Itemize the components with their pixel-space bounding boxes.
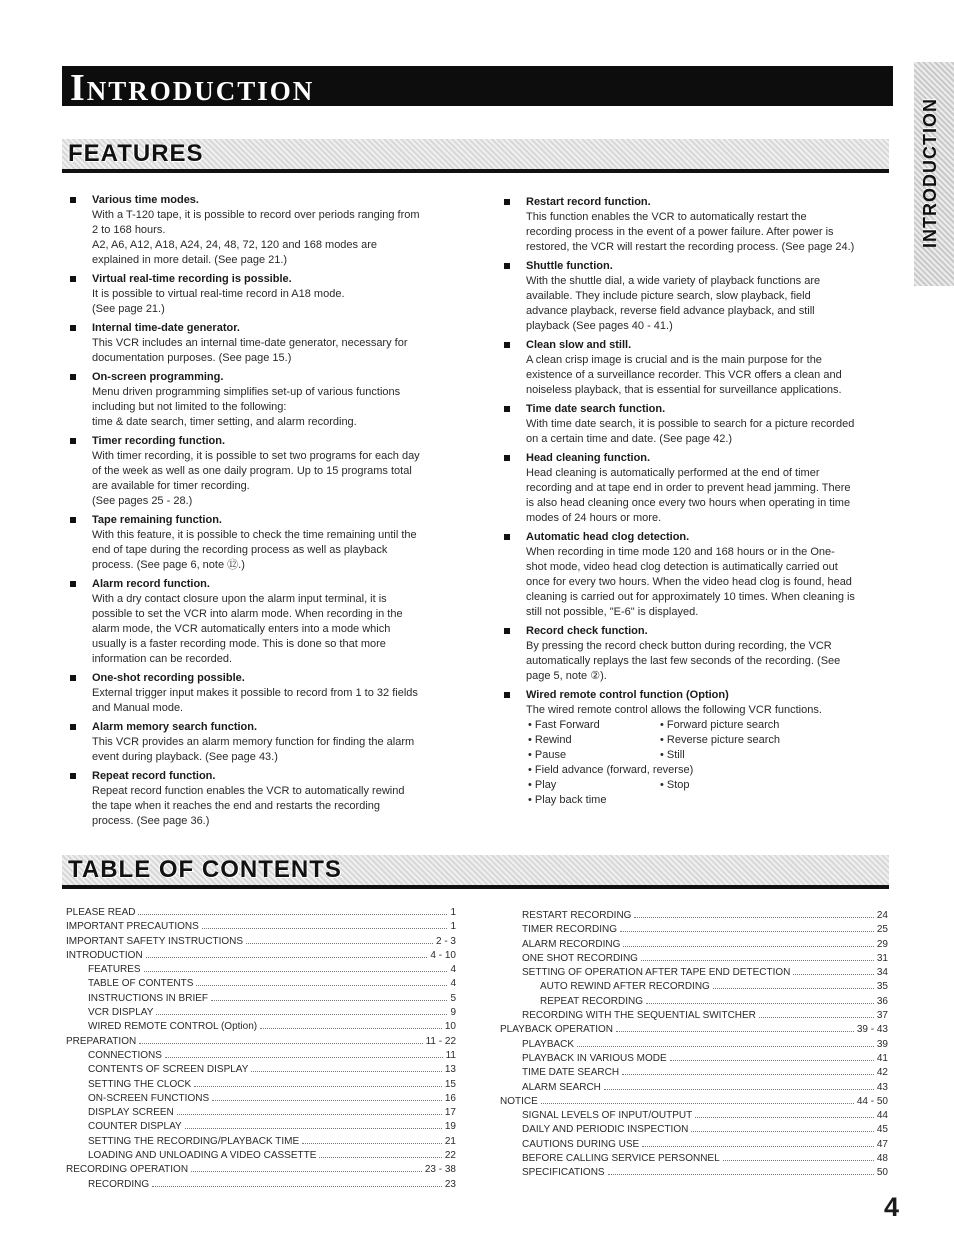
toc-entry-title: PREPARATION xyxy=(66,1035,137,1047)
toc-entry-page: 9 xyxy=(450,1007,456,1019)
toc-entry xyxy=(500,1038,888,1052)
feature-title: Tape remaining function. xyxy=(92,514,222,526)
square-bullet-icon xyxy=(70,325,76,331)
toc-entry-page: 2 - 3 xyxy=(435,935,456,947)
toc-entry-title: SIGNAL LEVELS OF INPUT/OUTPUT xyxy=(522,1110,693,1122)
toc-entry xyxy=(500,1023,888,1037)
toc-leader-dots xyxy=(608,1174,874,1175)
toc-leader-dots xyxy=(191,1171,422,1172)
remote-function-row xyxy=(528,718,896,733)
toc-entry xyxy=(500,1138,888,1152)
feature-title: Repeat record function. xyxy=(92,770,216,782)
feature-item xyxy=(504,451,896,526)
toc-leader-dots xyxy=(211,1000,447,1001)
toc-entry xyxy=(500,1152,888,1166)
toc-entry-title: FEATURES xyxy=(88,964,141,976)
feature-item xyxy=(504,195,896,255)
toc-entry xyxy=(66,1078,456,1092)
toc-entry-page: 36 xyxy=(876,995,888,1007)
remote-function: • Stop xyxy=(660,779,690,791)
feature-title: Timer recording function. xyxy=(92,435,226,447)
toc-entry-title: RESTART RECORDING xyxy=(522,910,632,921)
toc-entry-title: CAUTIONS DURING USE xyxy=(522,1138,640,1150)
toc-leader-dots xyxy=(251,1071,441,1072)
toc-entry-page: 31 xyxy=(876,952,888,964)
feature-description: Menu driven programming simplifies set-up of various functions including but not limited to the following: time & date search, timer setting, and alarm recording. xyxy=(92,386,401,428)
feature-description: This VCR includes an internal time-date generator, necessary for documentation purposes. (See page 15.) xyxy=(92,337,408,364)
toc-entry-page: 1 xyxy=(450,907,456,918)
remote-function xyxy=(660,763,792,778)
toc-entry-page: 5 xyxy=(450,992,456,1004)
toc-leader-dots xyxy=(623,946,874,947)
toc-entry-title: SPECIFICATIONS xyxy=(522,1167,605,1179)
feature-item xyxy=(70,769,465,829)
toc-entry-page: 16 xyxy=(444,1092,456,1104)
toc-entry-page: 4 - 10 xyxy=(430,949,456,961)
feature-title: Shuttle function. xyxy=(526,260,613,272)
toc-entry xyxy=(500,1166,888,1180)
toc-entry-title: DISPLAY SCREEN xyxy=(88,1107,174,1119)
square-bullet-icon xyxy=(70,517,76,523)
toc-heading-bar xyxy=(62,855,889,889)
toc-entry-page: 34 xyxy=(876,967,888,979)
toc-leader-dots xyxy=(541,1103,854,1104)
feature-description: A clean crisp image is crucial and is the main purpose for the existence of a surveillance recorder. This VCR offers a clean and noiseless playback, that is essential for surveillance applications. xyxy=(526,354,842,396)
toc-entry xyxy=(500,1052,888,1066)
toc-entry xyxy=(500,995,888,1009)
toc-entry xyxy=(500,1081,888,1095)
toc-entry-page: 48 xyxy=(876,1153,888,1165)
toc-entry xyxy=(66,1006,456,1020)
toc-leader-dots xyxy=(642,1146,874,1147)
feature-description: By pressing the record check button during recording, the VCR automatically replays the last few seconds of the recording. (See page 5, note ②). xyxy=(526,640,841,682)
toc-entry xyxy=(66,906,456,920)
feature-item xyxy=(70,513,465,573)
remote-function-row xyxy=(528,793,896,808)
side-tab xyxy=(914,62,954,286)
toc-entry-page: 11 xyxy=(445,1049,456,1061)
toc-entry xyxy=(500,1123,888,1137)
toc-entry xyxy=(66,963,456,977)
toc-leader-dots xyxy=(670,1060,874,1061)
feature-item xyxy=(70,321,465,366)
feature-description: When recording in time mode 120 and 168 hours or in the One- shot mode, video head clog detection is autimatically carried out once for every two hours. When the video head clog is found, head cleaning is carried out for approximately 10 times. When cleaning is still not possible, "E-6" is displayed. xyxy=(526,546,855,618)
feature-description: With a T-120 tape, it is possible to record over periods ranging from 2 to 168 hours. A2, A6, A12, A18, A24, 24, 48, 72, 120 and 168 modes are explained in more detail. (See page 21.) xyxy=(92,209,420,266)
toc-entry-page: 19 xyxy=(444,1121,456,1133)
feature-title: One-shot recording possible. xyxy=(92,672,245,684)
toc-entry xyxy=(66,992,456,1006)
toc-entry-title: TIMER RECORDING xyxy=(522,924,617,936)
toc-entry-page: 45 xyxy=(876,1124,888,1136)
feature-title: Record check function. xyxy=(526,625,648,637)
toc-entry-title: IMPORTANT PRECAUTIONS xyxy=(66,921,199,933)
toc-entry xyxy=(66,1092,456,1106)
toc-leader-dots xyxy=(319,1157,441,1158)
features-left-column xyxy=(70,193,465,833)
toc-leader-dots xyxy=(212,1100,442,1101)
feature-title: Alarm record function. xyxy=(92,578,210,590)
toc-entry xyxy=(500,952,888,966)
features-heading: FEATURES xyxy=(68,140,204,167)
toc-entry xyxy=(66,1063,456,1077)
toc-entry xyxy=(66,1149,456,1163)
toc-leader-dots xyxy=(695,1117,874,1118)
feature-title: Internal time-date generator. xyxy=(92,322,240,334)
toc-leader-dots xyxy=(641,960,874,961)
toc-entry xyxy=(66,1120,456,1134)
feature-description: With time date search, it is possible to search for a picture recorded on a certain time and date. (See page 42.) xyxy=(526,418,855,445)
feature-item xyxy=(504,402,896,447)
side-tab-label: INTRODUCTION xyxy=(920,98,940,248)
toc-entry-title: ALARM RECORDING xyxy=(522,938,621,950)
square-bullet-icon xyxy=(504,263,510,269)
toc-entry-page: 4 xyxy=(450,964,456,976)
toc-entry xyxy=(66,1035,456,1049)
toc-entry-title: PLAYBACK xyxy=(522,1038,575,1050)
feature-item xyxy=(70,577,465,667)
page-number: 4 xyxy=(884,1192,900,1222)
feature-item xyxy=(504,530,896,620)
toc-entry xyxy=(500,980,888,994)
toc-leader-dots xyxy=(723,1160,874,1161)
toc-entry xyxy=(500,1109,888,1123)
toc-right-column xyxy=(500,909,888,1181)
toc-entry-page: 1 xyxy=(450,921,456,933)
remote-function: • Still xyxy=(660,749,685,761)
toc-leader-dots xyxy=(793,974,874,975)
toc-leader-dots xyxy=(196,985,447,986)
toc-entry xyxy=(66,1049,456,1063)
toc-entry-title: RECORDING OPERATION xyxy=(66,1164,189,1176)
toc-leader-dots xyxy=(177,1114,442,1115)
feature-description: It is possible to virtual real-time record in A18 mode. (See page 21.) xyxy=(92,288,345,315)
toc-entry-title: VCR DISPLAY xyxy=(88,1007,154,1019)
toc-entry-title: RECORDING xyxy=(88,1178,150,1190)
feature-item xyxy=(70,272,465,317)
remote-function: • Fast Forward xyxy=(528,719,600,731)
remote-function-row xyxy=(528,733,896,748)
feature-item xyxy=(70,193,465,268)
toc-entry-title: NOTICE xyxy=(500,1095,538,1107)
toc-entry-page: 47 xyxy=(876,1138,888,1150)
toc-entry-page: 21 xyxy=(444,1135,456,1147)
toc-entry-page: 25 xyxy=(876,924,888,936)
toc-leader-dots xyxy=(146,957,428,958)
square-bullet-icon xyxy=(70,773,76,779)
feature-description: With this feature, it is possible to check the time remaining until the end of tape during the recording process as well as playback process. (See page 6, note ⑫.) xyxy=(92,529,417,571)
toc-leader-dots xyxy=(139,1043,422,1044)
toc-entry-title: INTRODUCTION xyxy=(66,949,143,961)
remote-function: • Play back time xyxy=(528,794,607,806)
toc-entry-title: CONTENTS OF SCREEN DISPLAY xyxy=(88,1064,249,1076)
toc-entry-page: 15 xyxy=(444,1078,456,1090)
toc-entry xyxy=(66,1106,456,1120)
remote-function: • Forward picture search xyxy=(660,719,780,731)
toc-leader-dots xyxy=(246,943,433,944)
square-bullet-icon xyxy=(70,675,76,681)
toc-entry xyxy=(500,1009,888,1023)
toc-entry xyxy=(500,909,888,923)
feature-title: Clean slow and still. xyxy=(526,339,632,351)
remote-function-row xyxy=(528,763,896,778)
toc-entry xyxy=(66,920,456,934)
feature-description: Head cleaning is automatically performed at the end of timer recording and at tape end in order to prevent head jamming. There is also head cleaning once every two hours when operating in time modes of 24 hours or more. xyxy=(526,467,851,524)
remote-function: • Pause xyxy=(528,749,567,761)
toc-entry-title: SETTING OF OPERATION AFTER TAPE END DETECTION xyxy=(522,967,791,979)
feature-title: Virtual real-time recording is possible. xyxy=(92,273,292,285)
square-bullet-icon xyxy=(70,374,76,380)
toc-entry-title: IMPORTANT SAFETY INSTRUCTIONS xyxy=(66,935,244,947)
feature-item xyxy=(70,370,465,430)
feature-description: With a dry contact closure upon the alarm input terminal, it is possible to set the VCR into alarm mode. When recording in the alarm mode, the VCR automatically enters into a mode which usually is a faster recording mode. This is done so that more information can be recorded. xyxy=(92,593,403,665)
toc-entry-title: SETTING THE CLOCK xyxy=(88,1078,192,1090)
toc-entry-page: 4 xyxy=(450,978,456,990)
toc-leader-dots xyxy=(202,928,448,929)
toc-entry xyxy=(500,966,888,980)
toc-entry-title: PLAYBACK IN VARIOUS MODE xyxy=(522,1052,667,1064)
square-bullet-icon xyxy=(504,692,510,698)
toc-entry-page: 24 xyxy=(876,910,888,921)
feature-title: Automatic head clog detection. xyxy=(526,531,690,543)
toc-entry-page: 23 - 38 xyxy=(424,1164,456,1176)
toc-leader-dots xyxy=(194,1086,442,1087)
feature-item xyxy=(504,688,896,718)
feature-title: Alarm memory search function. xyxy=(92,721,258,733)
toc-entry-title: AUTO REWIND AFTER RECORDING xyxy=(540,981,710,993)
feature-description: This function enables the VCR to automatically restart the recording process in the event of a power failure. After power is restored, the VCR will restart the recording process. (See page 24.) xyxy=(526,211,855,253)
remote-function: • Rewind xyxy=(528,734,572,746)
toc-leader-dots xyxy=(759,1017,874,1018)
toc-entry xyxy=(500,923,888,937)
toc-entry-page: 17 xyxy=(444,1107,456,1119)
feature-item xyxy=(70,671,465,716)
toc-entry-page: 13 xyxy=(444,1064,456,1076)
feature-title: Head cleaning function. xyxy=(526,452,651,464)
toc-entry-title: DAILY AND PERIODIC INSPECTION xyxy=(522,1124,689,1136)
toc-entry-page: 23 xyxy=(444,1178,456,1190)
toc-entry-page: 35 xyxy=(876,981,888,993)
remote-function: • Play xyxy=(528,779,557,791)
square-bullet-icon xyxy=(70,581,76,587)
toc-leader-dots xyxy=(634,917,873,918)
feature-item xyxy=(504,624,896,684)
remote-function xyxy=(660,793,792,808)
toc-leader-dots xyxy=(604,1089,874,1090)
feature-item xyxy=(70,720,465,765)
toc-heading: TABLE OF CONTENTS xyxy=(68,856,342,883)
toc-entry xyxy=(66,1178,456,1192)
toc-leader-dots xyxy=(691,1131,874,1132)
feature-item xyxy=(504,259,896,334)
features-right-column xyxy=(504,195,896,808)
feature-description: With timer recording, it is possible to set two programs for each day of the week as well as one daily program. Up to 15 programs total are available for timer recording. (See pages 25 - 28.) xyxy=(92,450,420,507)
toc-leader-dots xyxy=(646,1003,874,1004)
remote-function-row xyxy=(528,778,896,793)
toc-entry-title: CONNECTIONS xyxy=(88,1049,162,1061)
toc-entry xyxy=(66,949,456,963)
toc-entry xyxy=(66,1135,456,1149)
remote-function: • Reverse picture search xyxy=(660,734,781,746)
toc-leader-dots xyxy=(616,1031,854,1032)
toc-entry xyxy=(66,1163,456,1177)
toc-leader-dots xyxy=(152,1186,442,1187)
toc-entry-title: TIME DATE SEARCH xyxy=(522,1067,620,1079)
square-bullet-icon xyxy=(70,197,76,203)
toc-leader-dots xyxy=(622,1074,874,1075)
feature-title: On-screen programming. xyxy=(92,371,224,383)
toc-leader-dots xyxy=(165,1057,443,1058)
feature-description: Repeat record function enables the VCR to automatically rewind the tape when it reaches the end and restarts the recording process. (See page 36.) xyxy=(92,785,405,827)
toc-entry-page: 11 - 22 xyxy=(425,1035,456,1047)
square-bullet-icon xyxy=(504,628,510,634)
feature-title: Various time modes. xyxy=(92,194,199,206)
feature-item xyxy=(504,338,896,398)
toc-entry-title: BEFORE CALLING SERVICE PERSONNEL xyxy=(522,1153,720,1165)
toc-leader-dots xyxy=(138,914,447,915)
toc-leader-dots xyxy=(185,1128,442,1129)
feature-description: External trigger input makes it possible to record from 1 to 32 fields and Manual mode. xyxy=(92,687,418,714)
toc-entry-title: ON-SCREEN FUNCTIONS xyxy=(88,1092,210,1104)
toc-entry-title: INSTRUCTIONS IN BRIEF xyxy=(88,992,209,1004)
toc-left-column xyxy=(66,906,456,1192)
toc-entry-page: 29 xyxy=(876,938,888,950)
chapter-banner xyxy=(62,66,893,109)
toc-entry-title: ONE SHOT RECORDING xyxy=(522,952,638,964)
square-bullet-icon xyxy=(70,438,76,444)
toc-leader-dots xyxy=(144,971,448,972)
toc-entry xyxy=(500,1066,888,1080)
toc-entry-page: 41 xyxy=(876,1052,888,1064)
toc-entry-page: 22 xyxy=(444,1150,456,1162)
square-bullet-icon xyxy=(504,534,510,540)
toc-entry xyxy=(66,977,456,991)
toc-leader-dots xyxy=(577,1046,874,1047)
toc-entry-title: RECORDING WITH THE SEQUENTIAL SWITCHER xyxy=(522,1010,756,1022)
toc-entry-title: PLEASE READ xyxy=(66,907,136,918)
toc-entry-title: COUNTER DISPLAY xyxy=(88,1121,182,1133)
toc-entry-page: 44 - 50 xyxy=(856,1095,888,1107)
feature-title: Time date search function. xyxy=(526,403,666,415)
toc-entry xyxy=(500,1095,888,1109)
toc-entry-title: PLAYBACK OPERATION xyxy=(500,1024,613,1036)
toc-entry-page: 10 xyxy=(444,1021,456,1033)
remote-function: • Field advance (forward, reverse) xyxy=(528,764,694,776)
toc-leader-dots xyxy=(620,931,874,932)
chapter-title: Introduction xyxy=(70,67,315,109)
feature-description: With the shuttle dial, a wide variety of playback functions are available. They include picture search, slow playback, field advance playback, reverse field advance playback, and still playback (See pages 40 - 41.) xyxy=(526,275,821,332)
toc-entry-title: WIRED REMOTE CONTROL (Option) xyxy=(88,1021,258,1033)
square-bullet-icon xyxy=(504,406,510,412)
toc-entry xyxy=(500,938,888,952)
feature-title: Restart record function. xyxy=(526,196,651,208)
toc-entry-title: LOADING AND UNLOADING A VIDEO CASSETTE xyxy=(88,1150,317,1162)
feature-description: The wired remote control allows the following VCR functions. xyxy=(526,704,822,716)
feature-item xyxy=(70,434,465,509)
remote-function-list xyxy=(504,718,896,808)
toc-entry-title: ALARM SEARCH xyxy=(522,1081,601,1093)
toc-entry-page: 39 - 43 xyxy=(856,1024,888,1036)
toc-entry-page: 43 xyxy=(876,1081,888,1093)
toc-entry-page: 44 xyxy=(876,1110,888,1122)
toc-leader-dots xyxy=(713,988,874,989)
toc-entry-page: 39 xyxy=(876,1038,888,1050)
toc-entry xyxy=(66,935,456,949)
square-bullet-icon xyxy=(70,276,76,282)
feature-title: Wired remote control function (Option) xyxy=(526,689,729,701)
toc-leader-dots xyxy=(260,1028,442,1029)
toc-entry-title: TABLE OF CONTENTS xyxy=(88,978,194,990)
toc-entry-page: 42 xyxy=(876,1067,888,1079)
toc-entry-page: 37 xyxy=(876,1010,888,1022)
toc-leader-dots xyxy=(156,1014,447,1015)
square-bullet-icon xyxy=(504,455,510,461)
features-heading-bar xyxy=(62,139,889,173)
toc-entry-title: REPEAT RECORDING xyxy=(540,995,643,1007)
toc-entry-title: SETTING THE RECORDING/PLAYBACK TIME xyxy=(88,1135,300,1147)
square-bullet-icon xyxy=(70,724,76,730)
square-bullet-icon xyxy=(504,342,510,348)
remote-function-row xyxy=(528,748,896,763)
toc-entry xyxy=(66,1020,456,1034)
toc-entry-page: 50 xyxy=(876,1167,888,1179)
square-bullet-icon xyxy=(504,199,510,205)
toc-leader-dots xyxy=(302,1143,442,1144)
feature-description: This VCR provides an alarm memory function for finding the alarm event during playback. (See page 43.) xyxy=(92,736,415,763)
